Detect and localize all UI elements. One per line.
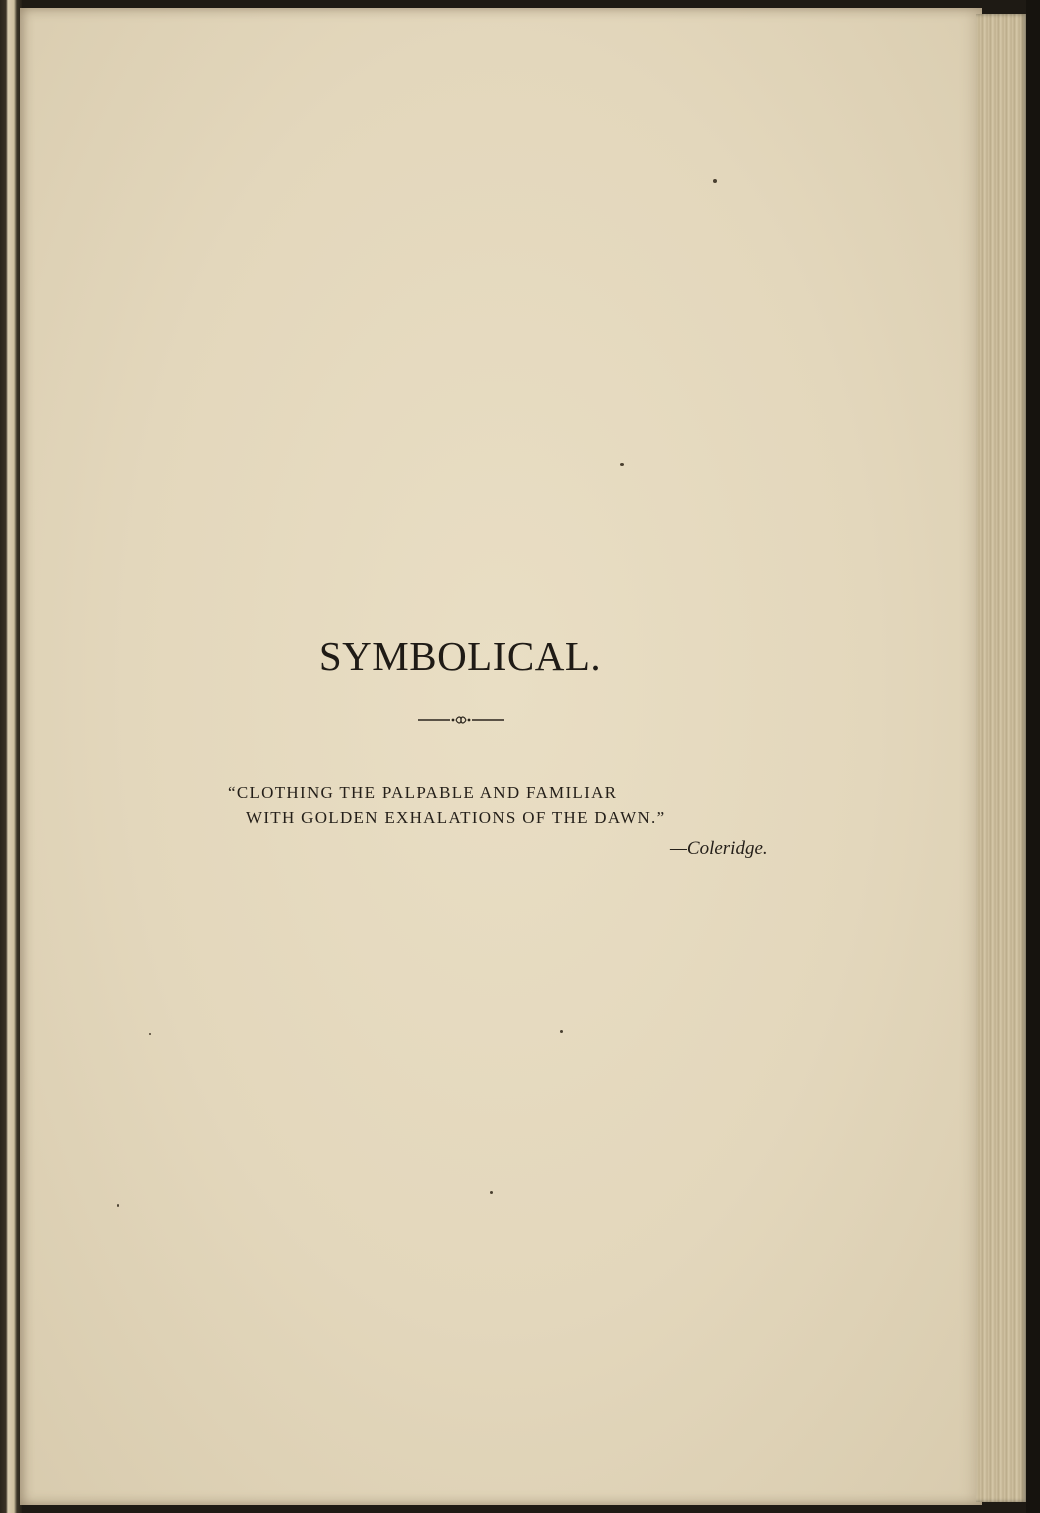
section-title [310,632,610,680]
left-page-edge [0,0,22,1513]
paper-speck [117,1204,119,1207]
ornamental-rule-icon [418,713,504,727]
right-binding-edge [1026,0,1040,1513]
page-stack-edge [976,14,1026,1502]
section-title-text: SYMBOLICAL. [318,633,602,679]
epigraph-line-1: “CLOTHING THE PALPABLE AND FAMILIAR [228,783,618,802]
paper-speck [149,1033,151,1035]
epigraph-line-2: WITH GOLDEN EXHALATIONS OF THE DAWN.” [246,808,666,827]
paper-speck [713,179,717,183]
paper-speck [560,1030,563,1033]
paper-speck [620,463,624,466]
epigraph-attribution: —Coleridge. [670,838,768,859]
paper-speck [490,1191,493,1194]
book-page [20,8,982,1505]
